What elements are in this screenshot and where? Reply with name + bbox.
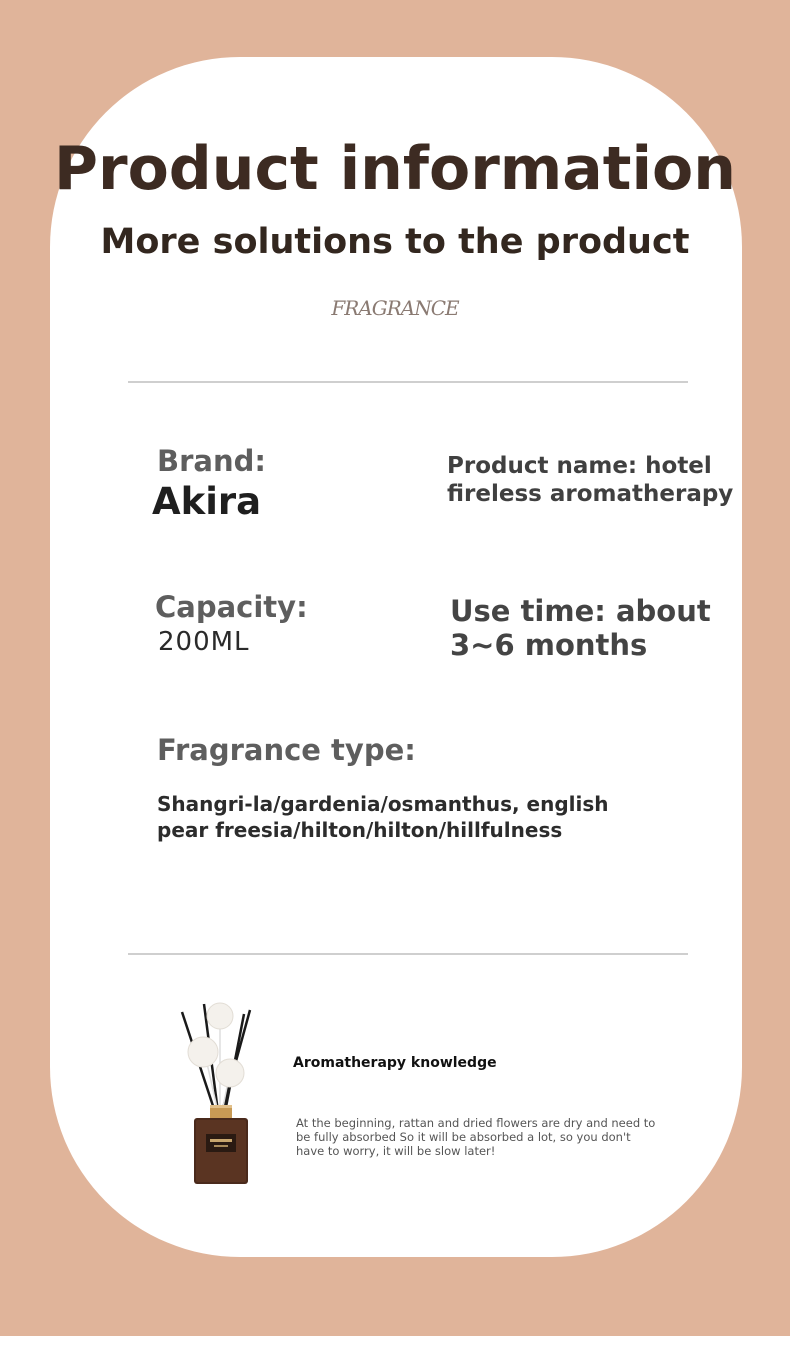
knowledge-title: Aromatherapy knowledge xyxy=(293,1055,497,1071)
brand-label: Brand: xyxy=(157,444,266,478)
fragrance-value: Shangri-la/gardenia/osmanthus, english pear freesia/hilton/hilton/hillfulness xyxy=(157,792,609,842)
product-name: Product name: hotel fireless aromatherapy xyxy=(447,453,734,507)
knowledge-text: At the beginning, rattan and dried flowers are dry and need to be fully absorbed So it will be absorbed a lot, so you don't have to worry, it will be slow later! xyxy=(296,1116,656,1158)
capacity-value: 200ML xyxy=(158,627,250,657)
page-subtitle: More solutions to the product xyxy=(100,222,690,262)
use-time: Use time: about 3~6 months xyxy=(450,594,711,662)
capacity-label: Capacity: xyxy=(155,590,308,624)
divider-bottom xyxy=(128,953,688,955)
script-fragrance-text: FRAGRANCE xyxy=(331,296,459,320)
reed-diffuser-bottle-icon xyxy=(170,1000,270,1190)
fragrance-label: Fragrance type: xyxy=(157,733,416,767)
page-title: Product information xyxy=(54,134,736,204)
divider-top xyxy=(128,381,688,383)
brand-value: Akira xyxy=(152,480,262,523)
